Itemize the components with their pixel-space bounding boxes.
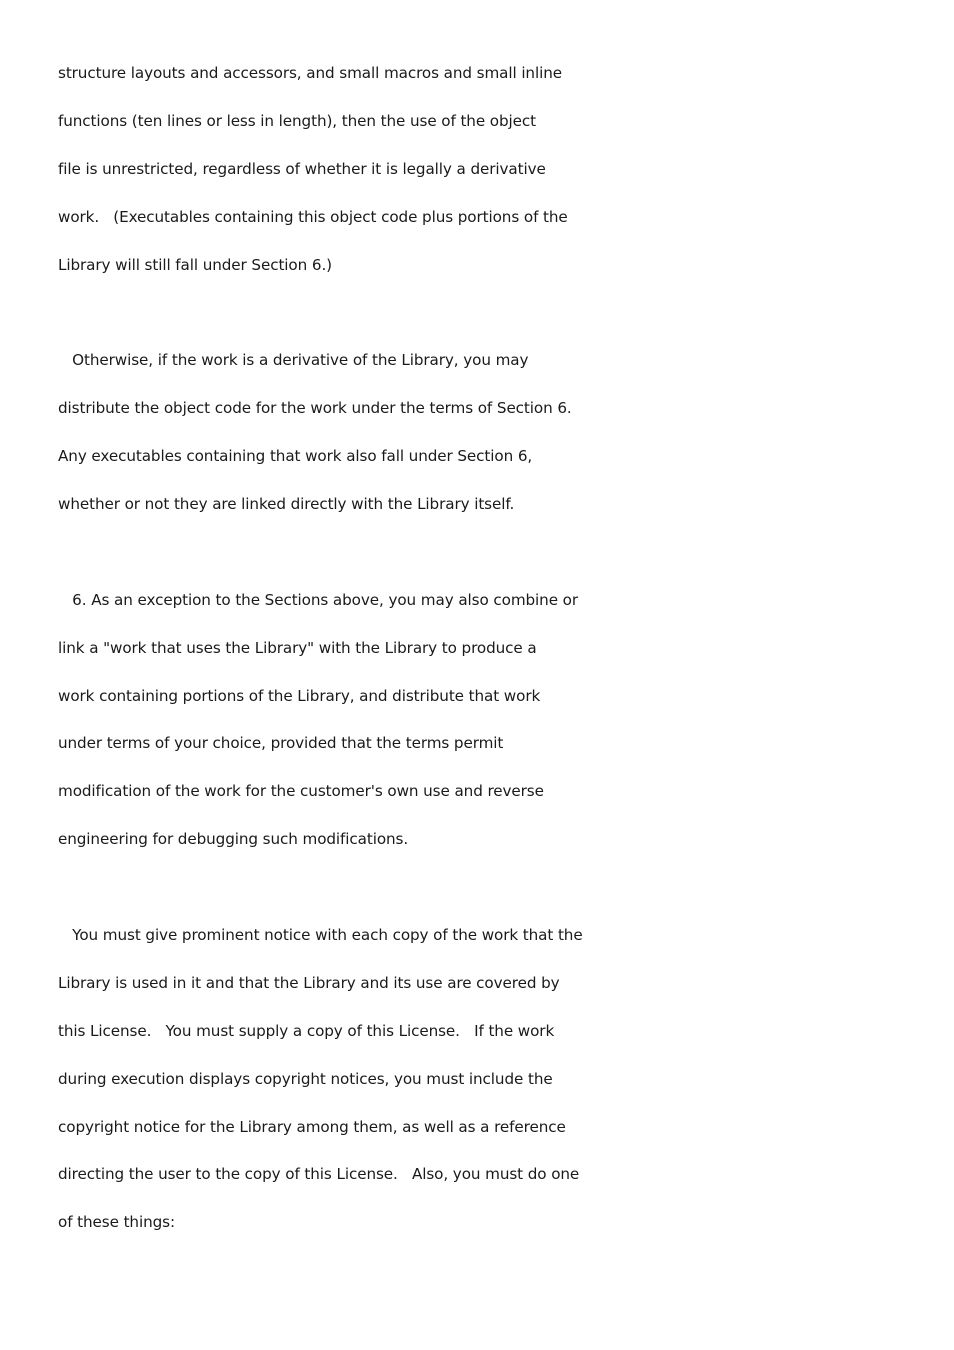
paragraph-gap <box>58 529 618 577</box>
text-line: engineering for debugging such modifications. <box>58 830 409 849</box>
license-text <box>58 50 618 1247</box>
text-line: structure layouts and accessors, and small macros and small inline <box>58 64 562 82</box>
text-line: link a "work that uses the Library" with the Library to produce a <box>58 638 537 657</box>
paragraph-gap <box>58 289 618 337</box>
text-line: distribute the object code for the work under the terms of Section 6. <box>58 399 572 418</box>
text-line: Any executables containing that work also fall under Section 6, <box>58 447 533 466</box>
text-line: copyright notice for the Library among them, as well as a reference <box>58 1117 566 1136</box>
text-line: modification of the work for the customer's own use and reverse <box>58 782 544 801</box>
text-line: under terms of your choice, provided that the terms permit <box>58 734 504 753</box>
text-line: Library is used in it and that the Library and its use are covered by <box>58 973 560 992</box>
text-line: functions (ten lines or less in length), then the use of the object <box>58 111 537 130</box>
text-line: You must give prominent notice with each copy of the work that the <box>58 926 583 945</box>
text-line: during execution displays copyright notices, you must include the <box>58 1069 553 1088</box>
text-line: 6. As an exception to the Sections above, you may also combine or <box>58 590 579 609</box>
text-line: of these things: <box>58 1213 175 1232</box>
text-line: whether or not they are linked directly with the Library itself. <box>58 495 515 514</box>
text-line: work containing portions of the Library, and distribute that work <box>58 686 541 705</box>
paragraph-gap <box>58 864 618 912</box>
text-line: Otherwise, if the work is a derivative of the Library, you may <box>58 351 529 370</box>
text-line: directing the user to the copy of this License. Also, you must do one <box>58 1165 580 1184</box>
text-line: file is unrestricted, regardless of whether it is legally a derivative <box>58 159 546 178</box>
text-line: work. (Executables containing this object code plus portions of the <box>58 207 568 226</box>
text-line: this License. You must supply a copy of this License. If the work <box>58 1021 555 1040</box>
text-line: Library will still fall under Section 6.) <box>58 255 332 274</box>
